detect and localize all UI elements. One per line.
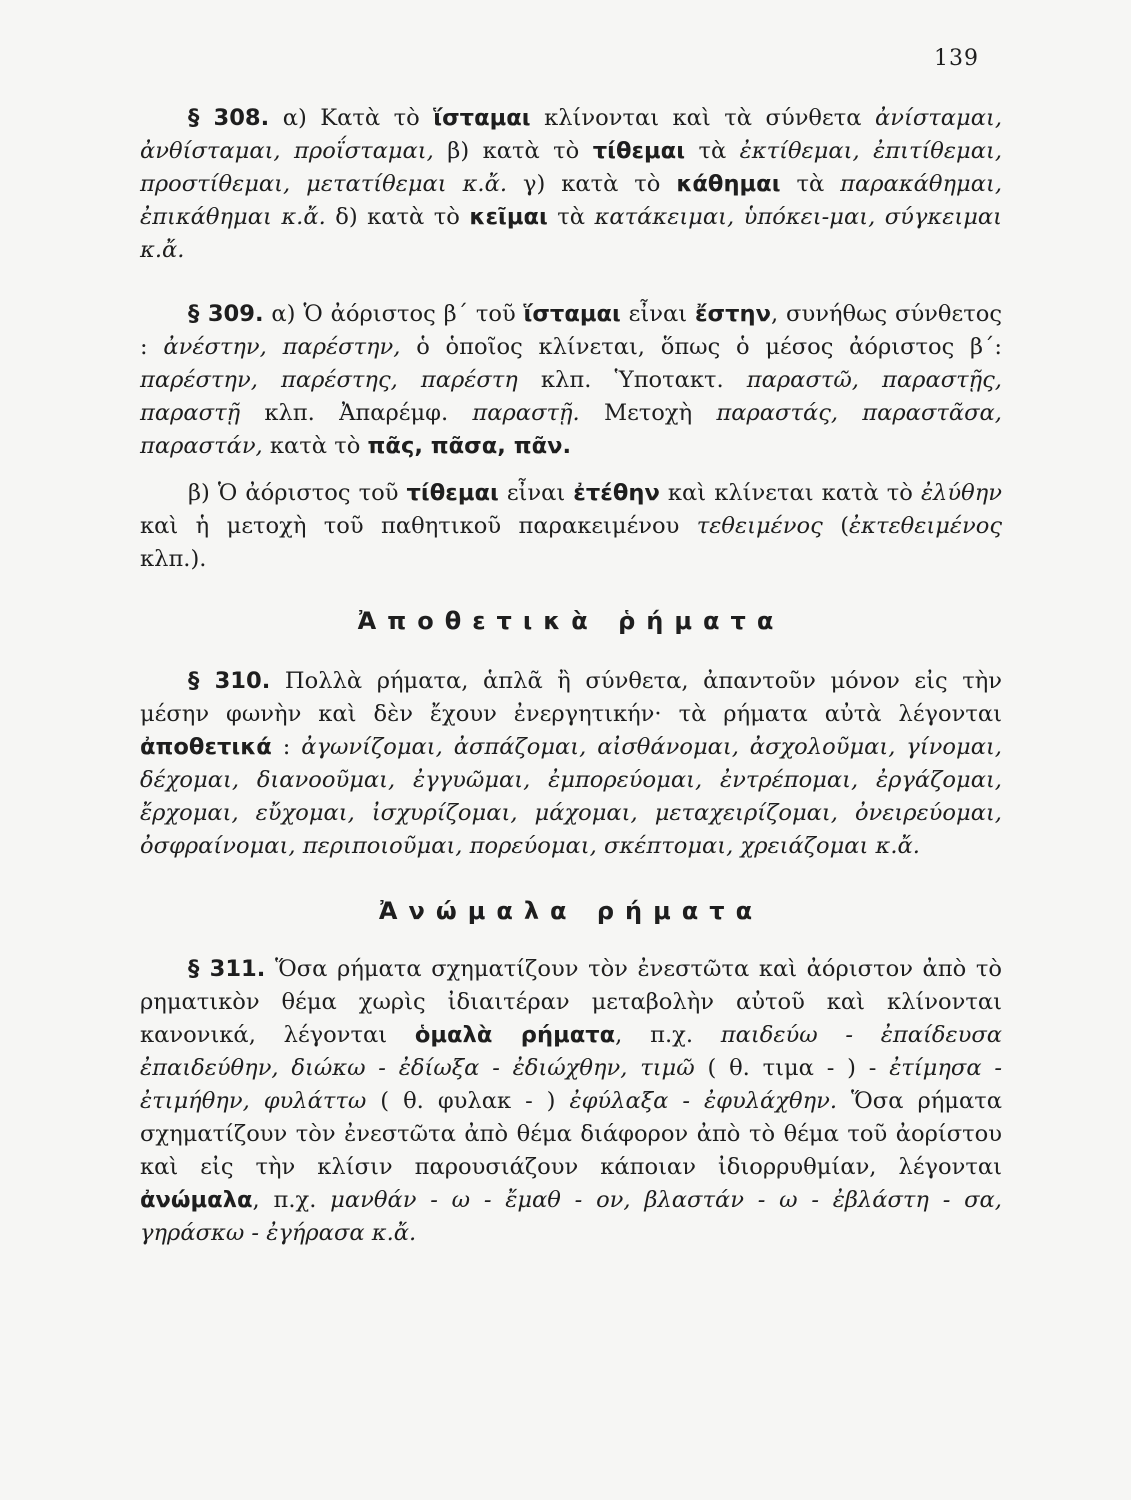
paragraph-310	[140, 665, 1002, 863]
page-content	[140, 102, 1002, 1281]
italic-example: παρέστην, παρέστης, παρέστη	[140, 367, 518, 393]
bold-term: ἵσταμαι	[523, 301, 621, 327]
text: , π.χ.	[615, 1022, 721, 1048]
text: :	[271, 734, 302, 760]
italic-example: παιδεύω - ἐπαίδευσα ἐπαιδεύθην, διώκω - ἐδίωξα - ἐδιώχθην, τιμῶ	[140, 1022, 1002, 1081]
italic-example: παραστάς, παραστᾶσα, παραστάν,	[140, 400, 1002, 459]
bold-term: τίθεμαι	[592, 138, 685, 164]
bold-term: ἀποθετικά	[140, 734, 272, 760]
section-number: § 310.	[188, 668, 271, 694]
section-heading-irregular-verbs: Ἀνώμαλα ρήματα	[378, 897, 764, 925]
bold-term: πᾶς, πᾶσα, πᾶν.	[367, 433, 572, 459]
page-number: 139	[934, 46, 979, 71]
text: τὰ	[780, 171, 841, 197]
section-heading-deponent-verbs: Ἀποθετικὰ ῥήματα	[357, 607, 785, 635]
text: α) Κατὰ τὸ	[269, 105, 434, 131]
bold-term: ἵσταμαι	[433, 105, 531, 131]
text: ( θ. φυλακ - )	[366, 1088, 570, 1114]
italic-example: ἐλύθην	[920, 480, 1002, 506]
italic-example: παραστῇ.	[472, 400, 580, 426]
bold-term: ἔστην	[694, 301, 772, 327]
italic-example: τεθειμένος	[696, 513, 823, 539]
text: β) κατὰ τὸ	[433, 138, 593, 164]
text: ( θ. τιμα - ) -	[694, 1055, 890, 1081]
text: κλπ. Ἀπαρέμφ.	[240, 400, 473, 426]
bold-term: ἐτέθην	[573, 480, 660, 506]
bold-term: ἀνώμαλα	[140, 1187, 253, 1213]
italic-example: ἀγωνίζομαι, ἀσπάζομαι, αἰσθάνομαι, ἀσχολοῦμαι, γίνομαι, δέχομαι, διανοοῦμαι, ἐγγυῶμαι, ἐμπορεύομαι, ἐντρέπομαι, ἐργάζομαι, ἔρχομαι, εὔχομαι, ἰσχυρίζομαι, μάχομαι, μεταχειρίζομαι, ὀνειρεύομαι, ὀσφραίνομαι, περιποιοῦμαι, πορεύομαι, σκέπτομαι, χρειάζομαι κ.ἄ.	[140, 734, 1002, 859]
bold-term: κεῖμαι	[469, 204, 548, 230]
section-number: § 311.	[188, 956, 266, 982]
italic-example: παραστῶ, παραστῇς, παραστῇ	[140, 367, 1002, 426]
text: , συνήθως σύνθετος :	[140, 301, 1002, 360]
text: Ὅσα ρήματα σχηματίζουν τὸν ἐνεστῶτα καὶ ἀόριστον ἀπὸ τὸ ρηματικὸν θέμα χωρὶς ἰδιαιτέραν μεταβολὴν αὐτοῦ καὶ κλίνονται κανονικά, λέγονται	[140, 956, 1002, 1048]
section-number: § 309.	[188, 301, 264, 327]
text: Πολλὰ ρήματα, ἁπλᾶ ἢ σύνθετα, ἀπαντοῦν μόνον εἰς τὴν μέσην φωνὴν καὶ δὲν ἔχουν ἐνεργητικήν· τὰ ρήματα αὐτὰ λέγονται	[140, 668, 1002, 727]
text: κλίνονται καὶ τὰ σύνθετα	[530, 105, 875, 131]
bold-term: κάθημαι	[676, 171, 781, 197]
text: εἶναι	[498, 480, 574, 506]
text: τὰ	[685, 138, 740, 164]
bold-term: ὁμαλὰ ρήματα	[414, 1022, 616, 1048]
text: β) Ὁ ἀόριστος τοῦ	[188, 480, 407, 506]
paragraph-308	[140, 102, 1002, 267]
text: Μετοχὴ	[579, 400, 717, 426]
text: Ὅσα ρήματα σχηματίζουν τὸν ἐνεστῶτα ἀπὸ θέμα διάφορον ἀπὸ τὸ θέμα τοῦ ἀορίστου καὶ εἰς τὴν κλίσιν παρουσιάζουν κάποιαν ἰδιορρυθμίαν, λέγονται	[140, 1088, 1002, 1180]
section-number: § 308.	[188, 105, 270, 131]
paragraph-309a	[140, 298, 1002, 463]
text: καὶ κλίνεται κατὰ τὸ	[659, 480, 921, 506]
text: γ) κατὰ τὸ	[507, 171, 677, 197]
text: δ) κατὰ τὸ	[325, 204, 470, 230]
text: , π.χ.	[252, 1187, 331, 1213]
italic-example: κατάκειμαι, ὑπόκει-μαι, σύγκειμαι κ.ἄ.	[140, 204, 1003, 263]
italic-example: ἀνέστην, παρέστην,	[163, 334, 401, 360]
text: καὶ ἡ μετοχὴ τοῦ παθητικοῦ παρακειμένου	[140, 513, 697, 539]
italic-example: ἐφύλαξα - ἐφυλάχθην.	[569, 1088, 838, 1114]
italic-example: ἐτίμησα - ἐτιμήθην, φυλάττω	[140, 1055, 1002, 1114]
text: α) Ὁ ἀόριστος β΄ τοῦ	[263, 301, 524, 327]
italic-example: ἐκτεθειμένος	[849, 513, 1002, 539]
text: τὰ	[547, 204, 595, 230]
bold-term: τίθεμαι	[406, 480, 499, 506]
text: εἶναι	[620, 301, 695, 327]
italic-example: ἀνίσταμαι, ἀνθίσταμαι, προΐσταμαι,	[140, 105, 1002, 164]
text: κατὰ τὸ	[262, 433, 368, 459]
text: κλπ.).	[140, 546, 207, 572]
text: ὁ ὁποῖος κλίνεται, ὅπως ὁ μέσος ἀόριστος β΄:	[400, 334, 1002, 360]
italic-example: μανθάν - ω - ἔμαθ - ον, βλαστάν - ω - ἐβλάστη - σα, γηράσκω - ἐγήρασα κ.ἄ.	[140, 1187, 1002, 1246]
paragraph-311	[140, 953, 1002, 1250]
text: (	[822, 513, 850, 539]
italic-example: ἐκτίθεμαι, ἐπιτίθεμαι, προστίθεμαι, μετατίθεμαι κ.ἄ.	[140, 138, 1003, 197]
italic-example: παρακάθημαι, ἐπικάθημαι κ.ἄ.	[140, 171, 1002, 230]
text: κλπ. Ὑποτακτ.	[517, 367, 747, 393]
paragraph-309b	[140, 477, 1002, 576]
